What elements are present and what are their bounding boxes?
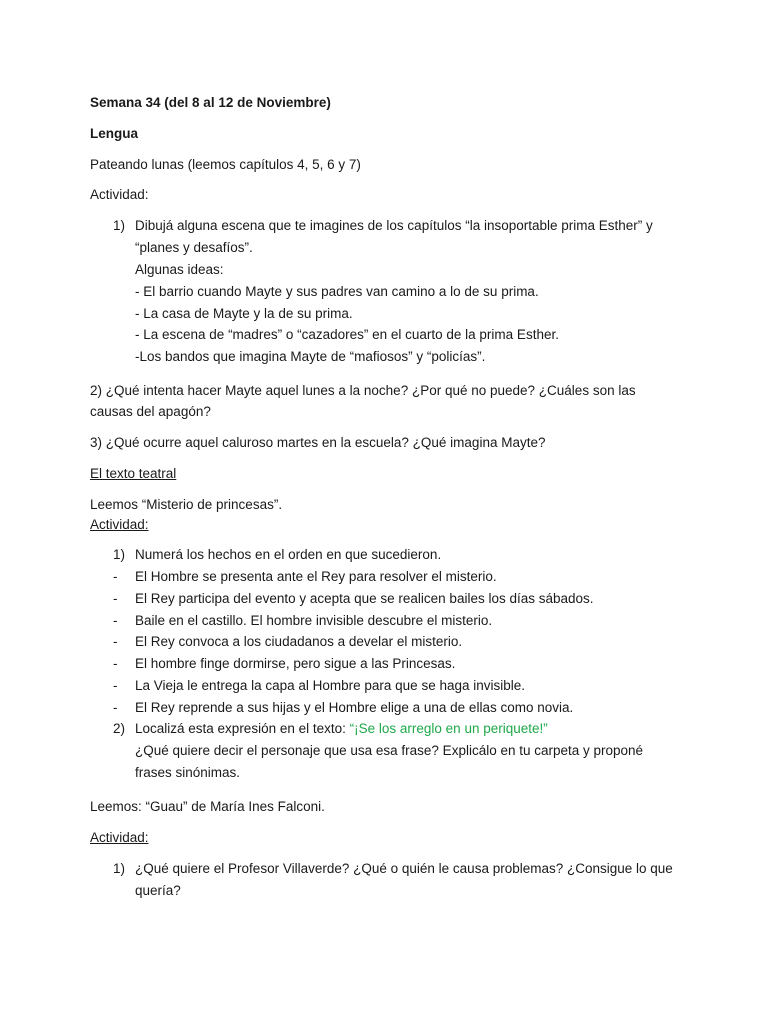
highlighted-quote: “¡Se los arreglo en un periquete!” xyxy=(349,721,548,736)
bullet-marker: - xyxy=(113,634,118,649)
list-marker: 2) xyxy=(113,721,126,736)
bullet-marker: - xyxy=(113,678,118,693)
subject-heading: Lengua xyxy=(90,126,139,141)
question-prefix: Localizá esta expresión en el texto: xyxy=(135,721,350,736)
event-item: Baile en el castillo. El hombre invisible descubre el misterio. xyxy=(135,613,493,628)
week-heading: Semana 34 (del 8 al 12 de Noviembre) xyxy=(90,95,331,110)
event-item: El Rey participa del evento y acepta que se realicen bailes los días sábados. xyxy=(135,591,594,606)
question-line: ¿Qué quiere el Profesor Villaverde? ¿Qué o quién le causa problemas? ¿Consigue lo que xyxy=(135,861,673,876)
bullet-marker: - xyxy=(113,591,118,606)
list-marker: 1) xyxy=(113,861,126,876)
question-line xyxy=(135,720,548,738)
activity-label: Actividad: xyxy=(90,830,149,845)
bullet-marker: - xyxy=(113,569,118,584)
bullet-marker: - xyxy=(113,613,118,628)
question-line: “planes y desafíos”. xyxy=(135,240,253,255)
question-line: quería? xyxy=(135,883,181,898)
event-item: La Vieja le entrega la capa al Hombre para que se haga invisible. xyxy=(135,678,526,693)
activity-label: Actividad: xyxy=(90,187,149,202)
event-item: El Rey convoca a los ciudadanos a develar el misterio. xyxy=(135,634,463,649)
question-line: ¿Qué quiere decir el personaje que usa esa frase? Explicálo en tu carpeta y proponé xyxy=(135,743,644,758)
reading-intro: Leemos “Misterio de princesas”. xyxy=(90,497,283,512)
idea-item: - La casa de Mayte y la de su prima. xyxy=(135,306,353,321)
event-item: El hombre finge dormirse, pero sigue a las Princesas. xyxy=(135,656,456,671)
list-marker: 1) xyxy=(113,547,126,562)
bullet-marker: - xyxy=(113,656,118,671)
bullet-marker: - xyxy=(113,700,118,715)
idea-item: - La escena de “madres” o “cazadores” en el cuarto de la prima Esther. xyxy=(135,327,559,342)
question-2-line: 2) ¿Qué intenta hacer Mayte aquel lunes a la noche? ¿Por qué no puede? ¿Cuáles son las xyxy=(90,383,636,398)
question-line: frases sinónimas. xyxy=(135,765,241,780)
question-line: Dibujá alguna escena que te imagines de los capítulos “la insoportable prima Esther” y xyxy=(135,218,653,233)
idea-item: -Los bandos que imagina Mayte de “mafiosos” y “policías”. xyxy=(135,349,486,364)
list-marker: 1) xyxy=(113,218,126,233)
event-item: El Rey reprende a sus hijas y el Hombre elige a una de ellas como novia. xyxy=(135,700,574,715)
event-item: El Hombre se presenta ante el Rey para resolver el misterio. xyxy=(135,569,497,584)
reading-title: Pateando lunas (leemos capítulos 4, 5, 6 y 7) xyxy=(90,157,361,172)
reading-intro: Leemos: “Guau” de María Ines Falconi. xyxy=(90,799,325,814)
idea-item: - El barrio cuando Mayte y sus padres van camino a lo de su prima. xyxy=(135,284,539,299)
question-line: Numerá los hechos en el orden en que sucedieron. xyxy=(135,547,442,562)
question-3: 3) ¿Qué ocurre aquel caluroso martes en la escuela? ¿Qué imagina Mayte? xyxy=(90,435,546,450)
section-title: El texto teatral xyxy=(90,466,177,481)
question-2-line: causas del apagón? xyxy=(90,404,211,419)
activity-label: Actividad: xyxy=(90,517,149,532)
question-line: Algunas ideas: xyxy=(135,262,224,277)
